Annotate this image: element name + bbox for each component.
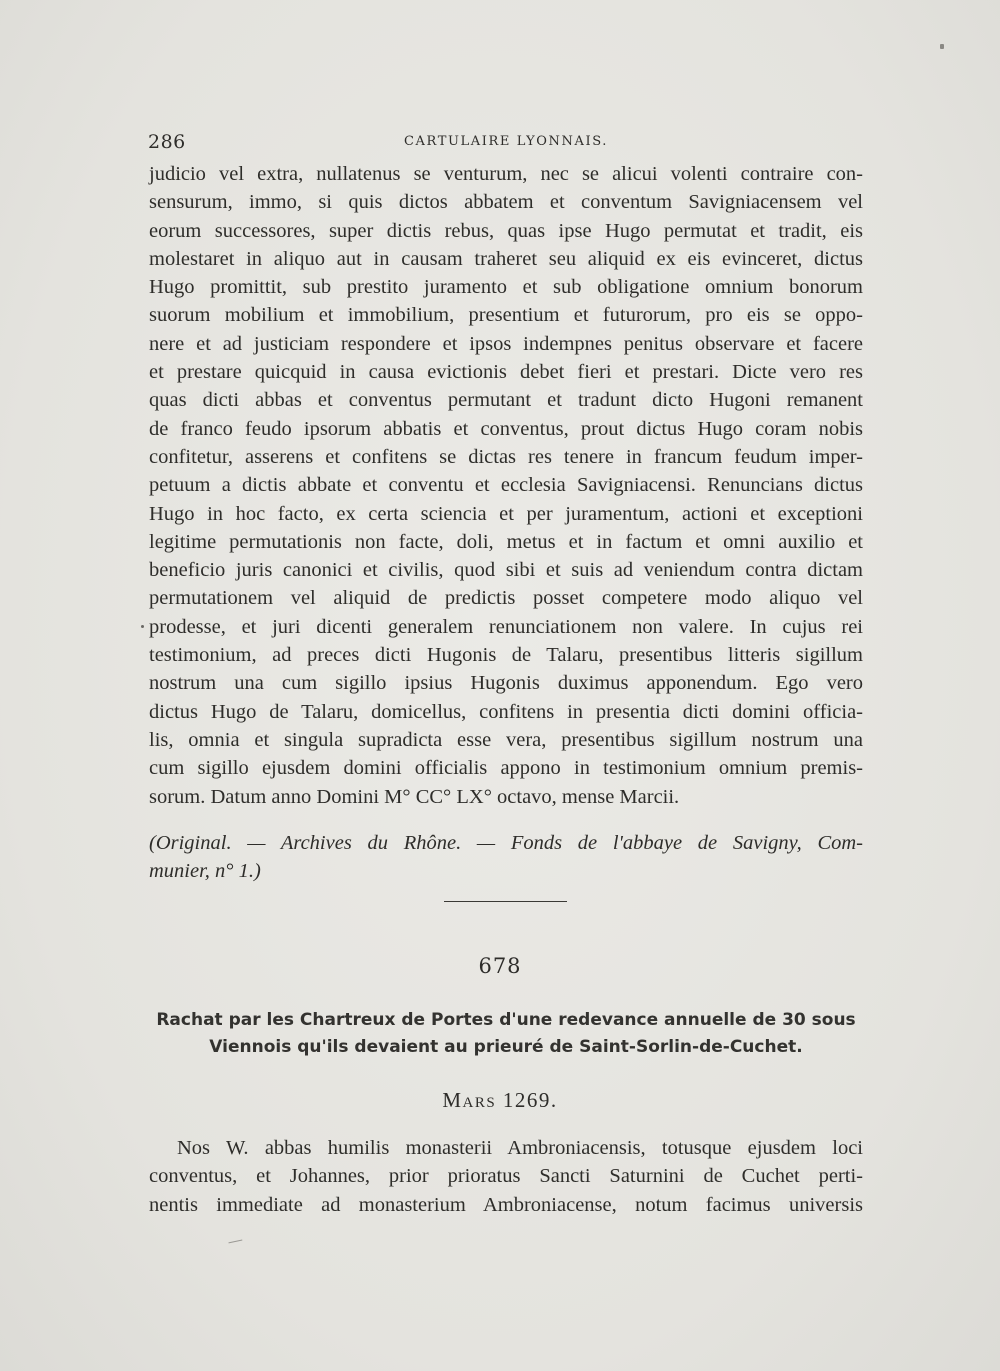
text-line: Hugo in hoc facto, ex certa sciencia et per juramentum, actioni et exceptioni (149, 502, 863, 525)
text-line: permutationem vel aliquid de predictis posset competere modo aliquo vel (149, 587, 863, 610)
text-line-content: prodesse, et juri dicenti generalem renunciationem non valere. In cujus rei (149, 615, 863, 638)
text-line: conventus, et Johannes, prior prioratus Sancti Saturnini de Cuchet perti- (149, 1165, 863, 1188)
page-number: 286 (148, 131, 186, 153)
text-line: de franco feudo ipsorum abbatis et conventus, prout dictus Hugo coram nobis (149, 417, 863, 440)
corner-speck (940, 44, 944, 49)
text-line: dictus Hugo de Talaru, domicellus, confitens in presentia dicti domini officia- (149, 700, 863, 723)
running-title: CARTULAIRE LYONNAIS. (404, 134, 608, 149)
text-line: nostrum una cum sigillo ipsius Hugonis duximus apponendum. Ego vero (149, 672, 863, 695)
text-line: Hugo promittit, sub prestito juramento et sub obligatione omnium bonorum (149, 276, 863, 299)
summary-line: Rachat par les Chartreux de Portes d'une redevance annuelle de 30 sous (156, 1010, 856, 1030)
document-date: Mars 1269. (442, 1088, 558, 1112)
document-number: 678 (478, 954, 522, 978)
bottom-speck (228, 1236, 243, 1244)
paragraph-continued (149, 160, 863, 811)
text-line: confitetur, asserens et confitens se dictas res tenere in francum feudum imper- (149, 445, 863, 468)
text-line: lis, omnia et singula supradicta esse vera, presentibus sigillum nostrum una (149, 728, 863, 751)
text-line: legitime permutationis non facte, doli, metus et in factum et omni auxilio et (149, 530, 863, 553)
text-line: cum sigillo ejusdem domini officialis appono in testimonium omnium premis- (149, 757, 863, 780)
text-line: beneficio juris canonici et civilis, quod sibi et suis ad veniendum contra dictam (149, 559, 863, 582)
section-separator (444, 901, 567, 902)
text-line: petuum a dictis abbate et conventu et ecclesia Savigniacensi. Renuncians dictus (149, 474, 863, 497)
source-note (149, 829, 863, 885)
text-line (149, 613, 863, 641)
stray-dot (141, 625, 144, 628)
text-line: et prestare quicquid in causa evictionis debet fieri et prestari. Dicte vero res (149, 361, 863, 384)
text-line: testimonium, ad preces dicti Hugonis de Talaru, presentibus litteris sigillum (149, 644, 863, 667)
source-note-line: munier, n° 1.) (149, 860, 261, 882)
text-line: quas dicti abbas et conventus permutant et tradunt dicto Hugoni remanent (149, 389, 863, 412)
summary-line: Viennois qu'ils devaient au prieuré de Saint-Sorlin-de-Cuchet. (209, 1037, 803, 1057)
running-head (148, 131, 864, 157)
paragraph-charter-start (149, 1134, 863, 1219)
text-line: sorum. Datum anno Domini M° CC° LX° octavo, mense Marcii. (149, 785, 680, 808)
text-line: molestaret in aliquo aut in causam traheret seu aliquid ex eis evinceret, dictus (149, 247, 863, 270)
text-line: judicio vel extra, nullatenus se venturum, nec se alicui volenti contraire con- (149, 163, 863, 185)
text-line: Nos W. abbas humilis monasterii Ambroniacensis, totusque ejusdem loci (177, 1137, 863, 1159)
text-line: eorum successores, super dictis rebus, quas ipse Hugo permutat et tradit, eis (149, 219, 863, 242)
text-line: nentis immediate ad monasterium Ambroniacense, notum facimus universis (149, 1193, 863, 1216)
document-summary (150, 1007, 862, 1061)
text-line: sensurum, immo, si quis dictos abbatem et conventum Savigniacensem vel (149, 191, 863, 214)
text-line: suorum mobilium et immobilium, presentium et futurorum, pro eis se oppo- (149, 304, 863, 327)
text-line: nere et ad justiciam respondere et ipsos indempnes penitus observare et facere (149, 332, 863, 355)
source-note-line: (Original. — Archives du Rhône. — Fonds de l'abbaye de Savigny, Com- (149, 832, 863, 854)
